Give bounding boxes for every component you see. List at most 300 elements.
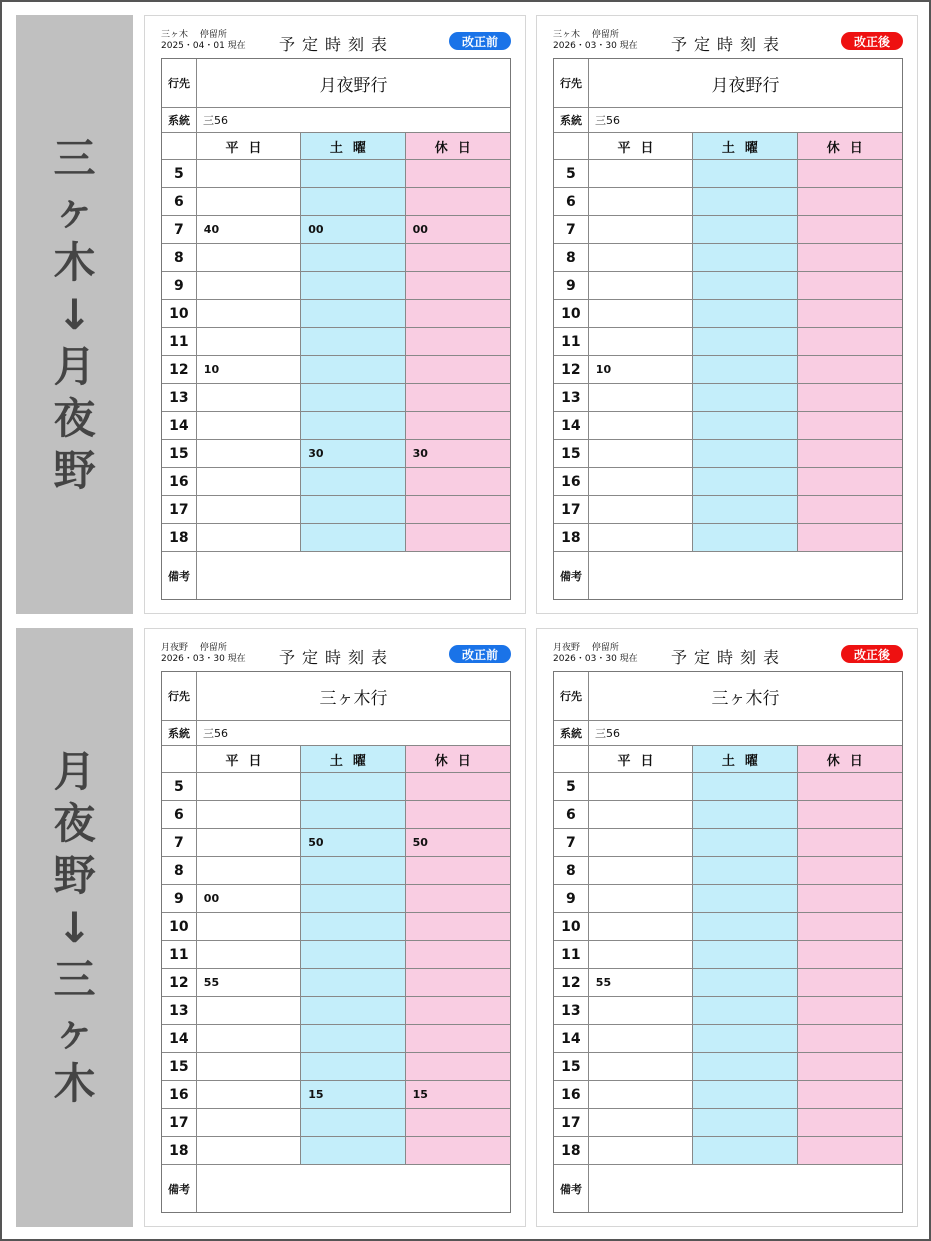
route-value: 三56: [595, 114, 620, 127]
hour-row: [162, 412, 510, 440]
direction-char: 月: [53, 746, 96, 796]
hour-cell: 11: [162, 941, 197, 968]
holiday-minutes: [406, 356, 510, 383]
hour-row: [554, 885, 902, 913]
hour-row: [162, 829, 510, 857]
timetable-grid: [161, 671, 511, 1213]
effective-date: 2026・03・30 現在: [553, 41, 638, 51]
saturday-minutes: [693, 997, 797, 1024]
route-value: 三56: [595, 727, 620, 740]
holiday-minutes: 50: [406, 829, 510, 856]
holiday-minutes: [798, 913, 902, 940]
weekday-minutes: [197, 1025, 301, 1052]
notes-label: 備考: [554, 552, 589, 599]
direction-char: 夜: [53, 798, 96, 848]
hour-cell: 11: [162, 328, 197, 355]
weekday-minutes: [589, 496, 693, 523]
holiday-minutes: [798, 328, 902, 355]
hour-header-cell: [162, 133, 197, 159]
effective-date: 2025・04・01 現在: [161, 41, 246, 51]
weekday-minutes: [589, 773, 693, 800]
hour-cell: 7: [554, 829, 589, 856]
hour-row: [162, 1109, 510, 1137]
weekday-minutes: [589, 468, 693, 495]
revision-badge: 改正後: [841, 645, 903, 663]
weekday-minutes: [197, 857, 301, 884]
hour-row: [554, 773, 902, 801]
hour-cell: 17: [554, 1109, 589, 1136]
hour-row: [162, 997, 510, 1025]
route-label: 系統: [162, 108, 197, 132]
route-row: [162, 721, 510, 746]
saturday-minutes: [693, 829, 797, 856]
card-header: [553, 30, 903, 56]
weekday-minutes: 40: [197, 216, 301, 243]
hour-row: [162, 1137, 510, 1165]
saturday-minutes: [693, 384, 797, 411]
weekday-minutes: [197, 440, 301, 467]
hour-header-cell: [554, 746, 589, 772]
hour-row: [554, 941, 902, 969]
saturday-minutes: [693, 216, 797, 243]
saturday-minutes: [693, 801, 797, 828]
hour-row: [162, 1081, 510, 1109]
hour-cell: 12: [162, 356, 197, 383]
hour-row: [162, 440, 510, 468]
saturday-minutes: [693, 412, 797, 439]
weekday-minutes: [589, 244, 693, 271]
weekday-minutes: [197, 801, 301, 828]
weekday-minutes: [197, 496, 301, 523]
hour-row: [162, 356, 510, 384]
hour-row: [554, 913, 902, 941]
hour-cell: 17: [554, 496, 589, 523]
weekday-minutes: [197, 300, 301, 327]
hour-row: [554, 188, 902, 216]
hour-row: [162, 384, 510, 412]
saturday-minutes: [693, 328, 797, 355]
saturday-minutes: [301, 468, 405, 495]
weekday-minutes: [589, 801, 693, 828]
holiday-minutes: [798, 773, 902, 800]
holiday-minutes: [406, 160, 510, 187]
weekday-minutes: [589, 216, 693, 243]
destination-value: 月夜野行: [711, 75, 780, 96]
holiday-minutes: [406, 188, 510, 215]
saturday-minutes: [301, 913, 405, 940]
saturday-minutes: [693, 857, 797, 884]
weekday-minutes: [197, 468, 301, 495]
hour-cell: 6: [162, 188, 197, 215]
hour-row: [162, 272, 510, 300]
holiday-minutes: [798, 496, 902, 523]
route-label: 系統: [554, 721, 589, 745]
hour-cell: 12: [162, 969, 197, 996]
saturday-minutes: [693, 773, 797, 800]
holiday-minutes: [798, 524, 902, 551]
hour-row: [162, 524, 510, 552]
holiday-minutes: [406, 773, 510, 800]
saturday-minutes: [693, 440, 797, 467]
hour-cell: 10: [554, 913, 589, 940]
weekday-minutes: 55: [197, 969, 301, 996]
hour-header-cell: [554, 133, 589, 159]
hour-row: [554, 384, 902, 412]
weekday-minutes: 55: [589, 969, 693, 996]
holiday-minutes: 30: [406, 440, 510, 467]
weekday-minutes: [589, 524, 693, 551]
notes-label: 備考: [162, 1165, 197, 1212]
saturday-minutes: [693, 885, 797, 912]
hour-cell: 14: [554, 412, 589, 439]
column-header-row: [162, 746, 510, 773]
holiday-minutes: [406, 941, 510, 968]
down-arrow-icon: ↓: [56, 902, 93, 952]
timetable-card: [144, 628, 526, 1227]
holiday-minutes: [798, 997, 902, 1024]
hour-cell: 14: [554, 1025, 589, 1052]
hour-cell: 8: [162, 244, 197, 271]
saturday-minutes: [301, 857, 405, 884]
hour-cell: 11: [554, 328, 589, 355]
route-value: 三56: [203, 114, 228, 127]
destination-row: [162, 59, 510, 108]
direction-char: 木: [53, 1058, 96, 1108]
saturday-minutes: [693, 524, 797, 551]
hour-row: [162, 801, 510, 829]
direction-char: 野: [53, 850, 96, 900]
hour-row: [162, 468, 510, 496]
hour-row: [554, 244, 902, 272]
hour-cell: 18: [554, 1137, 589, 1164]
weekday-minutes: [197, 160, 301, 187]
weekday-minutes: [589, 885, 693, 912]
saturday-minutes: [693, 1081, 797, 1108]
holiday-minutes: [798, 216, 902, 243]
holiday-minutes: [406, 885, 510, 912]
holiday-minutes: [798, 1081, 902, 1108]
saturday-minutes: [301, 300, 405, 327]
hour-row: [162, 1025, 510, 1053]
weekday-minutes: [197, 1081, 301, 1108]
weekday-minutes: [589, 328, 693, 355]
holiday-minutes: [798, 801, 902, 828]
hour-row: [162, 773, 510, 801]
stop-info: [553, 643, 638, 665]
holiday-minutes: [798, 272, 902, 299]
hour-row: [554, 1109, 902, 1137]
holiday-minutes: 00: [406, 216, 510, 243]
holiday-minutes: [798, 1109, 902, 1136]
destination-row: [162, 672, 510, 721]
saturday-minutes: [301, 412, 405, 439]
weekday-minutes: 00: [197, 885, 301, 912]
hour-row: [554, 356, 902, 384]
hour-row: [554, 801, 902, 829]
hour-row: [554, 468, 902, 496]
saturday-minutes: [301, 272, 405, 299]
saturday-minutes: [301, 773, 405, 800]
timetable-title: 予定時刻表: [279, 35, 395, 54]
hour-cell: 13: [554, 997, 589, 1024]
route-row: [162, 108, 510, 133]
notes-value: [589, 1165, 902, 1212]
hour-row: [162, 941, 510, 969]
saturday-minutes: 30: [301, 440, 405, 467]
route-label: 系統: [162, 721, 197, 745]
weekday-minutes: [197, 1053, 301, 1080]
destination-value: 三ヶ木行: [711, 688, 780, 709]
revision-badge: 改正前: [449, 645, 511, 663]
stop-name: 月夜野 停留所: [553, 643, 619, 653]
column-header-row: [554, 133, 902, 160]
holiday-minutes: [798, 440, 902, 467]
saturday-minutes: [693, 1109, 797, 1136]
route-label: 系統: [554, 108, 589, 132]
holiday-minutes: [406, 857, 510, 884]
notes-label: 備考: [554, 1165, 589, 1212]
hour-cell: 14: [162, 1025, 197, 1052]
hour-cell: 9: [162, 272, 197, 299]
hour-row: [554, 524, 902, 552]
timetable-title: 予定時刻表: [279, 648, 395, 667]
notes-value: [589, 552, 902, 599]
holiday-minutes: [798, 244, 902, 271]
holiday-header: 休日: [798, 133, 902, 159]
hour-row: [554, 1025, 902, 1053]
saturday-minutes: [301, 328, 405, 355]
timetable-title: 予定時刻表: [671, 648, 787, 667]
card-header: [553, 643, 903, 669]
timetable-grid: [553, 671, 903, 1213]
hour-cell: 10: [162, 913, 197, 940]
hour-cell: 12: [554, 356, 589, 383]
hour-row: [554, 272, 902, 300]
saturday-minutes: [301, 1025, 405, 1052]
holiday-minutes: [798, 412, 902, 439]
notes-row: [162, 1165, 510, 1212]
hour-cell: 16: [554, 1081, 589, 1108]
stop-name: 月夜野 停留所: [161, 643, 227, 653]
hour-row: [162, 913, 510, 941]
holiday-header: 休日: [406, 746, 510, 772]
weekday-header: 平日: [589, 746, 693, 772]
holiday-minutes: 15: [406, 1081, 510, 1108]
holiday-minutes: [406, 300, 510, 327]
holiday-minutes: [406, 412, 510, 439]
saturday-minutes: [301, 384, 405, 411]
hour-cell: 18: [554, 524, 589, 551]
hour-cell: 17: [162, 1109, 197, 1136]
holiday-minutes: [406, 328, 510, 355]
hour-row: [554, 160, 902, 188]
holiday-minutes: [406, 1137, 510, 1164]
weekday-minutes: [197, 412, 301, 439]
revision-badge: 改正後: [841, 32, 903, 50]
hour-row: [162, 216, 510, 244]
weekday-minutes: [589, 829, 693, 856]
weekday-header: 平日: [197, 133, 301, 159]
route-direction-label: [16, 628, 133, 1227]
holiday-minutes: [798, 356, 902, 383]
hour-cell: 8: [162, 857, 197, 884]
holiday-minutes: [798, 969, 902, 996]
destination-label: 行先: [162, 672, 197, 720]
hour-row: [554, 412, 902, 440]
hour-cell: 16: [162, 468, 197, 495]
hour-row: [554, 969, 902, 997]
saturday-minutes: [693, 941, 797, 968]
direction-char: ヶ: [53, 1006, 96, 1056]
direction-char: 三: [53, 954, 96, 1004]
weekday-minutes: [589, 384, 693, 411]
hour-row: [162, 160, 510, 188]
hour-cell: 6: [554, 801, 589, 828]
weekday-minutes: [197, 997, 301, 1024]
saturday-minutes: [693, 160, 797, 187]
route-row: [554, 108, 902, 133]
hour-row: [162, 969, 510, 997]
hour-cell: 15: [162, 1053, 197, 1080]
timetable-card: [536, 15, 918, 614]
holiday-header: 休日: [406, 133, 510, 159]
saturday-minutes: [693, 1137, 797, 1164]
hour-row: [554, 440, 902, 468]
saturday-minutes: [693, 356, 797, 383]
notes-row: [554, 552, 902, 599]
revision-badge: 改正前: [449, 32, 511, 50]
weekday-minutes: [197, 188, 301, 215]
effective-date: 2026・03・30 現在: [161, 654, 246, 664]
saturday-minutes: [693, 1025, 797, 1052]
down-arrow-icon: ↓: [56, 289, 93, 339]
destination-label: 行先: [554, 59, 589, 107]
hour-row: [554, 328, 902, 356]
saturday-header: 土曜: [301, 746, 405, 772]
destination-row: [554, 59, 902, 108]
weekday-minutes: [589, 913, 693, 940]
holiday-minutes: [406, 496, 510, 523]
saturday-minutes: [301, 1137, 405, 1164]
weekday-minutes: 10: [197, 356, 301, 383]
saturday-minutes: [301, 160, 405, 187]
weekday-minutes: [589, 160, 693, 187]
card-header: [161, 30, 511, 56]
hour-cell: 7: [162, 216, 197, 243]
weekday-minutes: [589, 272, 693, 299]
hour-cell: 5: [554, 160, 589, 187]
hour-row: [162, 300, 510, 328]
saturday-minutes: [301, 356, 405, 383]
saturday-header: 土曜: [693, 746, 797, 772]
saturday-minutes: [693, 300, 797, 327]
destination-value: 月夜野行: [319, 75, 388, 96]
holiday-minutes: [798, 1137, 902, 1164]
weekday-minutes: [197, 829, 301, 856]
hour-cell: 15: [162, 440, 197, 467]
hour-row: [162, 328, 510, 356]
weekday-header: 平日: [197, 746, 301, 772]
weekday-minutes: [197, 1109, 301, 1136]
direction-char: 野: [53, 445, 96, 495]
saturday-minutes: [693, 496, 797, 523]
hour-cell: 7: [162, 829, 197, 856]
saturday-minutes: [301, 496, 405, 523]
weekday-minutes: [589, 997, 693, 1024]
hour-row: [162, 188, 510, 216]
holiday-minutes: [798, 468, 902, 495]
stop-info: [161, 643, 246, 665]
direction-char: 木: [53, 237, 96, 287]
direction-char: ヶ: [53, 185, 96, 235]
saturday-minutes: [301, 1109, 405, 1136]
holiday-minutes: [406, 468, 510, 495]
holiday-minutes: [406, 997, 510, 1024]
hour-row: [554, 496, 902, 524]
hour-cell: 8: [554, 244, 589, 271]
hour-cell: 10: [162, 300, 197, 327]
holiday-minutes: [406, 384, 510, 411]
weekday-minutes: [197, 941, 301, 968]
saturday-minutes: [693, 1053, 797, 1080]
weekday-minutes: [197, 1137, 301, 1164]
hour-cell: 5: [162, 773, 197, 800]
hour-cell: 6: [162, 801, 197, 828]
holiday-minutes: [798, 160, 902, 187]
weekday-minutes: [589, 1109, 693, 1136]
timetable-grid: [161, 58, 511, 600]
destination-row: [554, 672, 902, 721]
hour-row: [554, 857, 902, 885]
weekday-minutes: [197, 272, 301, 299]
hour-cell: 10: [554, 300, 589, 327]
holiday-minutes: [798, 941, 902, 968]
saturday-minutes: [301, 801, 405, 828]
route-value: 三56: [203, 727, 228, 740]
saturday-header: 土曜: [693, 133, 797, 159]
saturday-minutes: 15: [301, 1081, 405, 1108]
hour-cell: 13: [554, 384, 589, 411]
saturday-minutes: [693, 188, 797, 215]
hour-row: [162, 885, 510, 913]
holiday-minutes: [798, 885, 902, 912]
saturday-minutes: [301, 188, 405, 215]
notes-row: [554, 1165, 902, 1212]
route-direction-label: [16, 15, 133, 614]
direction-char: 月: [53, 341, 96, 391]
hour-row: [162, 857, 510, 885]
holiday-minutes: [406, 913, 510, 940]
holiday-minutes: [798, 829, 902, 856]
hour-row: [554, 1137, 902, 1165]
hour-cell: 13: [162, 384, 197, 411]
hour-cell: 16: [554, 468, 589, 495]
hour-cell: 9: [162, 885, 197, 912]
column-header-row: [554, 746, 902, 773]
hour-cell: 18: [162, 524, 197, 551]
hour-cell: 5: [162, 160, 197, 187]
weekday-minutes: [589, 1053, 693, 1080]
holiday-minutes: [406, 1109, 510, 1136]
weekday-minutes: [197, 773, 301, 800]
destination-value: 三ヶ木行: [319, 688, 388, 709]
holiday-minutes: [798, 1053, 902, 1080]
saturday-minutes: [301, 969, 405, 996]
hour-cell: 15: [554, 440, 589, 467]
hour-row: [554, 1081, 902, 1109]
route-row: [554, 721, 902, 746]
hour-cell: 7: [554, 216, 589, 243]
